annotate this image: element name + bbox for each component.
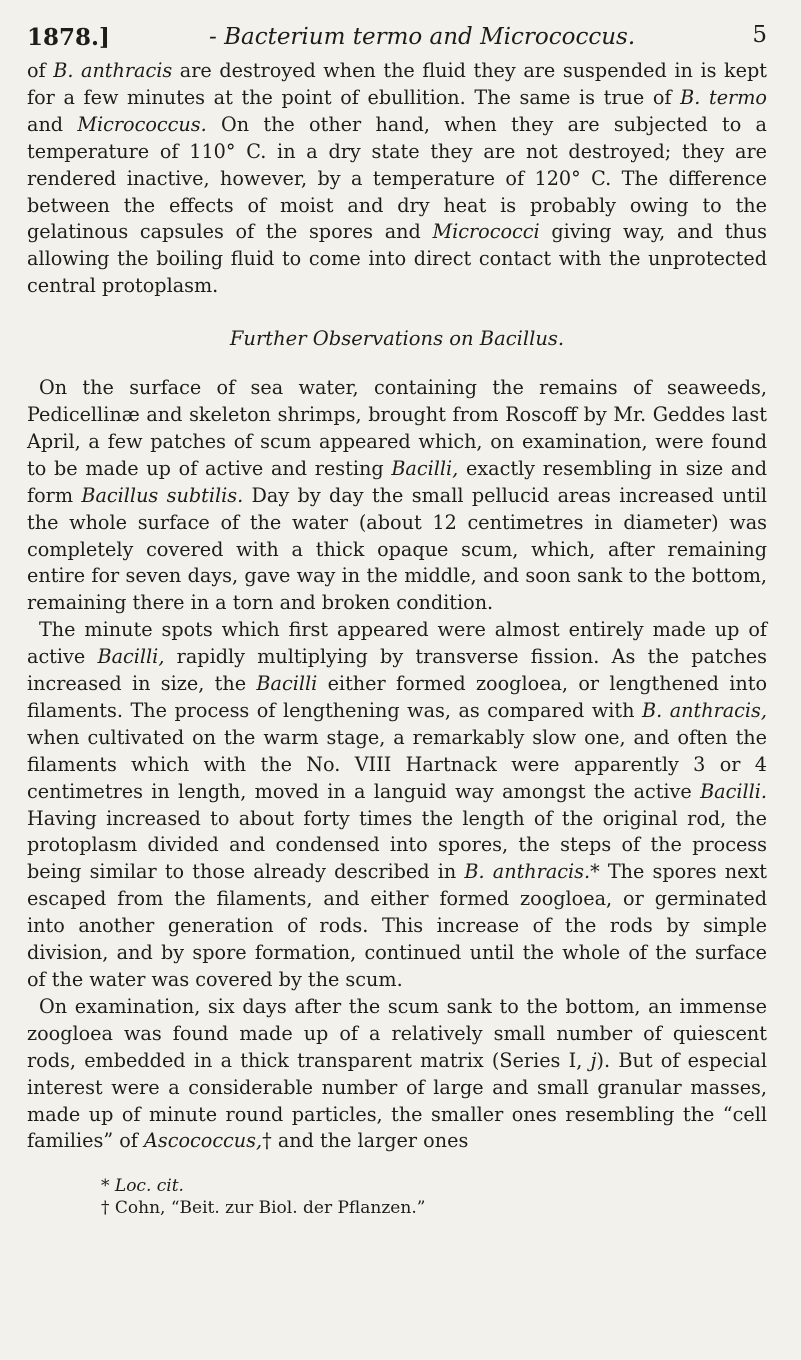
page-number: 5: [752, 22, 767, 48]
running-header: [27, 18, 767, 58]
body-text: [27, 58, 767, 1155]
paragraph-4: On examination, six days after the scum sank to the bottom, an immense zoogloea was found made up of a relatively small number of quiescent rods, embedded in a thick transparent matrix (Series I, j). But of especial interest were a considerable number of large and small granular masses, made up of minute round particles, the smaller ones resembling the “cell families” of Ascococcus,† and the larger ones: [27, 994, 767, 1153]
section-heading: Further Observations on Bacillus.: [229, 327, 565, 351]
footnote-1: * Loc. cit.: [101, 1176, 184, 1197]
paragraph-2: On the surface of sea water, containing the remains of seaweeds, Pedicellinæ and skeleton shrimps, brought from Roscoff by Mr. Geddes last April, a few patches of scum appeared which, on examination, were found to be made up of active and resting Bacilli, exactly resembling in size and form Bacillus subtilis. Day by day the small pellucid areas increased until the whole surface of the water (about 12 centimetres in diameter) was completely covered with a thick opaque scum, which, after remaining entire for seven days, gave way in the middle, and soon sank to the bottom, remaining there in a torn and broken condition.: [27, 376, 767, 615]
header-title: - Bacterium termo and Micrococcus.: [209, 24, 636, 50]
header-year: 1878.]: [27, 24, 110, 51]
paragraph-3: The minute spots which first appeared were almost entirely made up of active Bacilli, rapidly multiplying by transverse fission. As the patches increased in size, the Bacilli either formed zoogloea, or lengthened into filaments. The process of lengthening was, as compared with B. anthracis, when cultivated on the warm stage, a remarkably slow one, and often the filaments which with the No. VIII Hartnack were apparently 3 or 4 centimetres in length, moved in a languid way amongst the active Bacilli. Having increased to about forty times the length of the original rod, the protoplasm divided and condensed into spores, the steps of the process being similar to those already described in B. anthracis.* The spores next escaped from the filaments, and either formed zoogloea, or germinated into another generation of rods. This increase of the rods by simple division, and by spore formation, continued until the whole of the surface of the water was covered by the scum.: [27, 618, 768, 991]
footnote-2: † Cohn, “Beit. zur Biol. der Pflanzen.”: [101, 1198, 426, 1219]
footnotes: [101, 1175, 767, 1219]
paragraph-1: of B. anthracis are destroyed when the fluid they are suspended in is kept for a few minutes at the point of ebullition. The same is true of B. termo and Micrococcus. On the other hand, when they are subjected to a temperature of 110° C. in a dry state they are not destroyed; they are rendered inactive, however, by a temperature of 120° C. The difference between the effects of moist and dry heat is probably owing to the gelatinous capsules of the spores and Micrococci giving way, and thus allowing the boiling fluid to come into direct contact with the unprotected central protoplasm.: [27, 59, 767, 298]
